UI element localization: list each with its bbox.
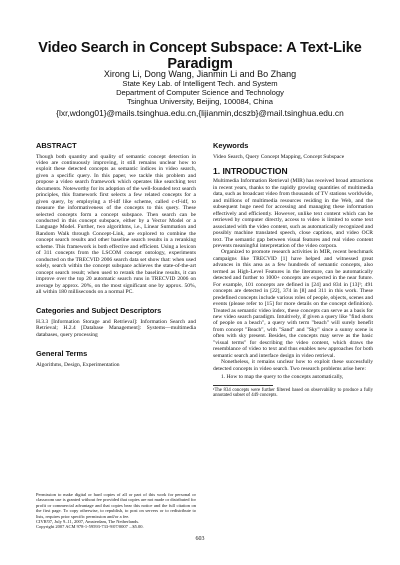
abstract-heading: ABSTRACT [36, 141, 77, 150]
intro-paragraph-3: Nonetheless, it remains unclear how to exploit these successfully detected concepts in video search. Two research problems arise here: [213, 359, 373, 372]
footnote-1: ¹The 834 concepts were further filtered based on observability to produce a fully annotated subset of 449 concepts. [213, 387, 373, 399]
introduction-section [213, 167, 373, 399]
introduction-heading: 1. INTRODUCTION [213, 165, 288, 176]
abstract-body: Though both quantity and quality of semantic concept detection in video are continuously improving, it still remains unclear how to exploit these detected concepts as semantic indices in video search, given a specific query. In this paper, we tackle this problem and propose a video search framework which operates like searching text documents. Noteworthy for its adoption of the well-founded text search principles, this framework first selects a few related concepts for a given query, by employing a tf-idf like scheme, called c-tf-idf, to measure the informativeness of the concepts to this query. These selected concepts form a concept subspace. Then search can be conducted in this concept subspace, either by a Vector Model or a Language Model. Further, two algorithms, i.e., Linear Summation and Random Walk through Concept-Link, are explored to combine the concept search results and other baseline search results in a reranking scheme. This framework is both effective and efficient. Using a lexicon of 311 concepts from the LSCOM concept ontology, experiments conducted on the TRECVID 2006 search data set show that: when used solely, search within the concept subspace achieves the state-of-the-art concept search result; when used to rerank the baseline results, it can improve over the top 20 automatic search runs in TRECVID 2006 on average by approx. 20%, on the most significant one by approx. 50%, all within 180 milliseconds on a normal PC. [36, 153, 196, 296]
page-number: 603 [195, 536, 205, 542]
categories-section [36, 307, 196, 338]
general-terms-section [36, 350, 196, 368]
left-column [36, 142, 196, 368]
author-names: Xirong Li, Dong Wang, Jianmin Li and Bo Zhang [103, 69, 297, 79]
categories-body: H.3.3 [Information Storage and Retrieval]: Information Search and Retrieval; H.2.4 [Database Management]: Systems—multimedia databases, query processing [36, 318, 196, 338]
keywords-body: Video Search, Query Concept Mapping, Concept Subspace [213, 153, 345, 160]
author-block [20, 70, 380, 118]
abstract-section [36, 142, 196, 295]
permission-notice [36, 492, 196, 530]
permission-conference: CIVR'07, July 9–11, 2007, Amsterdam, The Netherlands. [36, 519, 140, 525]
author-lab: State Key Lab. of Intelligent Tech. and System [122, 79, 278, 88]
right-column [213, 142, 373, 399]
keywords-heading: Keywords [213, 141, 249, 150]
footnote-rule [213, 385, 273, 386]
categories-heading: Categories and Subject Descriptors [36, 306, 162, 316]
intro-paragraph-1: Multimedia Information Retrieval (MIR) has received broad attractions in recent years, thanks to the rapidly growing quantities of multimedia data, such as broadcast video from thousands of TV stations worldwide, and millions of multimedia resources residing in the Web, and the subsequent huge need for accessing and managing these information effectively and efficiently. However, unlike text content which can be retrieved by computer directly, access to video is limited to some text associated with the video content, such as automatically recognized and possibly machine translated speech, close captions, and video OCR text. The semantic gap between visual features and real video content prevents meaningful interpretation of the video corpora. [213, 178, 373, 249]
author-email: {lxr,wdong01}@mails.tsinghua.edu.cn,{lijianmin,dcszb}@mail.tsinghua.edu.cn [56, 108, 344, 118]
permission-text: Permission to make digital or hard copies of all or part of this work for personal or classroom use is granted without fee provided that copies are not made or distributed for profit or commercial advantage and that copies bear this notice and the full citation on the first page. To copy otherwise, to republish, to post on servers or to redistribute to lists, requires prior specific permission and/or a fee. [36, 492, 196, 519]
intro-paragraph-2: Organized to promote research activities in MIR, recent benchmark campaigns like TRECVID [1] have helped and witnessed great advances in this area as a few hundreds of semantic concepts, also termed as High-Level Features in the literature, can be automatically detected and further to 1000+ concepts are expected in the near future. For example, 101 concepts are defined in [24] and 834 in [13]¹; 491 concepts are detected in [22], 374 in [8] and 311 in this work. These predefined concepts include various roles of people, objects, scenes and events (please refer to [15] for more details on the concept definition). Treated as semantic video index, these concepts can serve as a basis for new video search paradigm. Intuitively, if given a query like "find shots of people on a beach", a query with term "beach" will surely benefit from concept "Beach", with "Sand" and "Sky" since a sunny scene is often with sky present. Besides, the concepts may serve as the basic "visual terms" for describing the video content, which draws the resemblance of video to text and thus enables new approaches for both semantic search and interface design in video retrieval. [213, 249, 373, 359]
general-terms-body: Algorithms, Design, Experimentation [36, 361, 120, 368]
general-terms-heading: General Terms [36, 349, 88, 359]
paper-title: Video Search in Concept Subspace: A Text-Like Paradigm [38, 40, 362, 72]
author-univ: Tsinghua University, Beijing, 100084, China [127, 97, 273, 106]
author-dept: Department of Computer Science and Technology [116, 88, 284, 97]
permission-copyright: Copyright 2007 ACM 978-1-59593-733-9/07/0007 ...$5.00. [36, 524, 144, 530]
keywords-section [213, 142, 373, 160]
intro-list-item-1: 1. How to map the query to the concepts automatically, [221, 374, 344, 381]
